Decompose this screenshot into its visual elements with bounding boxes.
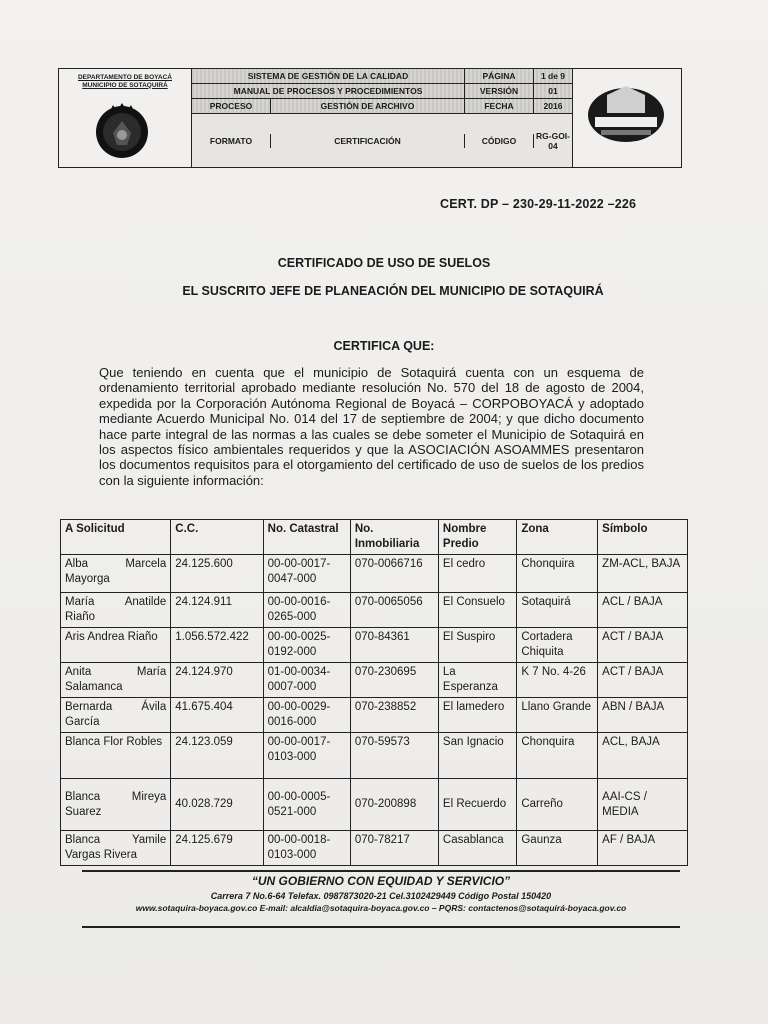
cell: 00-00-0017-0047-000 [263, 555, 350, 593]
table-row [61, 733, 688, 779]
sotaquira-logo-icon [585, 83, 667, 147]
cell: 070-238852 [350, 698, 438, 733]
pagina-value: 1 de 9 [540, 71, 566, 81]
col-header: Zona [517, 520, 598, 555]
cell: 070-230695 [350, 663, 438, 698]
cell: 40.028.729 [171, 779, 263, 831]
cell: ZM-ACL, BAJA [598, 555, 688, 593]
cell: 24.125.679 [171, 831, 263, 866]
col-header: C.C. [171, 520, 263, 555]
formato-value: CERTIFICACIÓN [271, 134, 465, 148]
cell: El lamedero [438, 698, 516, 733]
cell: 00-00-0029-0016-000 [263, 698, 350, 733]
cell: 41.675.404 [171, 698, 263, 733]
footer-address: Carrera 7 No.6-64 Telefax. 0987873020-21 Cel.3102429449 Código Postal 150420 [210, 891, 552, 901]
cell: 00-00-0017-0103-000 [263, 733, 350, 779]
cell: Bernarda Ávila García [61, 698, 171, 733]
table-row [61, 831, 688, 866]
pagina-label: PÁGINA [465, 69, 534, 83]
cell: 1.056.572.422 [171, 628, 263, 663]
cell: 24.123.059 [171, 733, 263, 779]
municipal-seal-icon [91, 99, 153, 161]
formato-label: FORMATO [192, 134, 271, 148]
codigo-value: RG-GOI-04 [536, 130, 570, 151]
col-header: A Solicitud [61, 520, 171, 555]
cell: 070-0065056 [350, 593, 438, 628]
cell: Chonquira [517, 555, 598, 593]
cell: María Anatilde Riaño [61, 593, 171, 628]
cell: K 7 No. 4-26 [517, 663, 598, 698]
cell: 00-00-0016-0265-000 [263, 593, 350, 628]
cell: Sotaquirá [517, 593, 598, 628]
cell: 070-0066716 [350, 555, 438, 593]
cell: El Recuerdo [438, 779, 516, 831]
proceso-label: PROCESO [192, 99, 271, 113]
cell: ACL / BAJA [598, 593, 688, 628]
proceso-value: GESTIÓN DE ARCHIVO [271, 99, 465, 113]
cell: Cortadera Chiquita [517, 628, 598, 663]
footer-slogan: “UN GOBIERNO CON EQUIDAD Y SERVICIO” [251, 874, 511, 888]
cell: Llano Grande [517, 698, 598, 733]
col-header: Nombre Predio [438, 520, 516, 555]
cell: ACT / BAJA [598, 628, 688, 663]
codigo-label: CÓDIGO [465, 134, 534, 148]
header-row-formato [192, 114, 572, 167]
footer-contact: www.sotaquira-boyaca.gov.co E-mail: alcaldia@sotaquira-boyaca.gov.co – PQRS: contactenos@sotaquirá-boyaca.gov.co [135, 903, 627, 913]
header-right-cell [572, 69, 681, 167]
cell: Aris Andrea Riaño [61, 628, 171, 663]
system-title: SISTEMA DE GESTIÓN DE LA CALIDAD [192, 69, 465, 83]
table-header-row [61, 520, 688, 555]
col-header: Símbolo [598, 520, 688, 555]
cell: Carreño [517, 779, 598, 831]
table-row [61, 779, 688, 831]
header-row-manual [192, 84, 572, 99]
cell: 00-00-0005-0521-000 [263, 779, 350, 831]
manual-title: MANUAL DE PROCESOS Y PROCEDIMIENTOS [192, 84, 465, 98]
certifica-heading: CERTIFICA QUE: [333, 339, 435, 353]
cell: ABN / BAJA [598, 698, 688, 733]
table-row [61, 628, 688, 663]
cell: 070-59573 [350, 733, 438, 779]
table-row [61, 593, 688, 628]
fecha-value: 2016 [543, 101, 563, 111]
table-row [61, 698, 688, 733]
certificate-number: CERT. DP – 230-29-11-2022 –226 [440, 197, 637, 211]
header-left-cell [59, 69, 192, 167]
cell: 24.124.970 [171, 663, 263, 698]
version-label: VERSIÓN [465, 84, 534, 98]
cell: AAI-CS / MEDIA [598, 779, 688, 831]
fecha-label: FECHA [465, 99, 534, 113]
predios-table [60, 519, 688, 866]
cell: Alba Marcela Mayorga [61, 555, 171, 593]
cell: ACT / BAJA [598, 663, 688, 698]
document-subtitle: EL SUSCRITO JEFE DE PLANEACIÓN DEL MUNICIPIO DE SOTAQUIRÁ [182, 284, 604, 298]
cell: ACL, BAJA [598, 733, 688, 779]
cell: Gaunza [517, 831, 598, 866]
document-footer [82, 870, 680, 928]
cell: 070-84361 [350, 628, 438, 663]
cell: 070-78217 [350, 831, 438, 866]
cell: El cedro [438, 555, 516, 593]
header-row-system [192, 69, 572, 84]
cell: El Suspiro [438, 628, 516, 663]
cell: 00-00-0025-0192-000 [263, 628, 350, 663]
cell: El Consuelo [438, 593, 516, 628]
document-header [58, 68, 682, 168]
version-value: 01 [548, 86, 558, 96]
header-middle [192, 69, 572, 167]
col-header: No. Catastral [263, 520, 350, 555]
cell: 24.124.911 [171, 593, 263, 628]
table-row [61, 555, 688, 593]
cell: 00-00-0018-0103-000 [263, 831, 350, 866]
department-label: DEPARTAMENTO DE BOYACÁ MUNICIPIO DE SOTAQUIRÁ [77, 74, 173, 89]
col-header: No. Inmobiliaria [350, 520, 438, 555]
cell: 070-200898 [350, 779, 438, 831]
cell: 24.125.600 [171, 555, 263, 593]
cell: 01-00-0034-0007-000 [263, 663, 350, 698]
cell: AF / BAJA [598, 831, 688, 866]
document-title: CERTIFICADO DE USO DE SUELOS [277, 256, 491, 270]
body-paragraph: Que teniendo en cuenta que el municipio de Sotaquirá cuenta con un esquema de ordenamiento territorial aprobado mediante resolución No. 570 del 18 de agosto de 2004, expedida por la Corporación Autónoma Regional de Boyacá – CORPOBOYACÁ y adoptado mediante Acuerdo Municipal No. 014 del 17 de septiembre de 2004; y que dicho documento hace parte integral de las normas a las cuales se debe someter el Municipio de Sotaquirá en los aspectos físico ambientales requeridos y que la ASOCIACIÓN ASOAMMES presentaron los documentos requisitos para el otorgamiento del certificado de uso de suelos de los predios con la siguiente información: [99, 365, 644, 488]
cell: Blanca Flor Robles [61, 733, 171, 779]
cell: La Esperanza [438, 663, 516, 698]
cell: San Ignacio [438, 733, 516, 779]
cell: Casablanca [438, 831, 516, 866]
cell: Anita María Salamanca [61, 663, 171, 698]
table-row [61, 663, 688, 698]
cell: Blanca Mireya Suarez [61, 779, 171, 831]
header-row-proceso [192, 99, 572, 114]
cell: Blanca Yamile Vargas Rivera [61, 831, 171, 866]
cell: Chonquira [517, 733, 598, 779]
